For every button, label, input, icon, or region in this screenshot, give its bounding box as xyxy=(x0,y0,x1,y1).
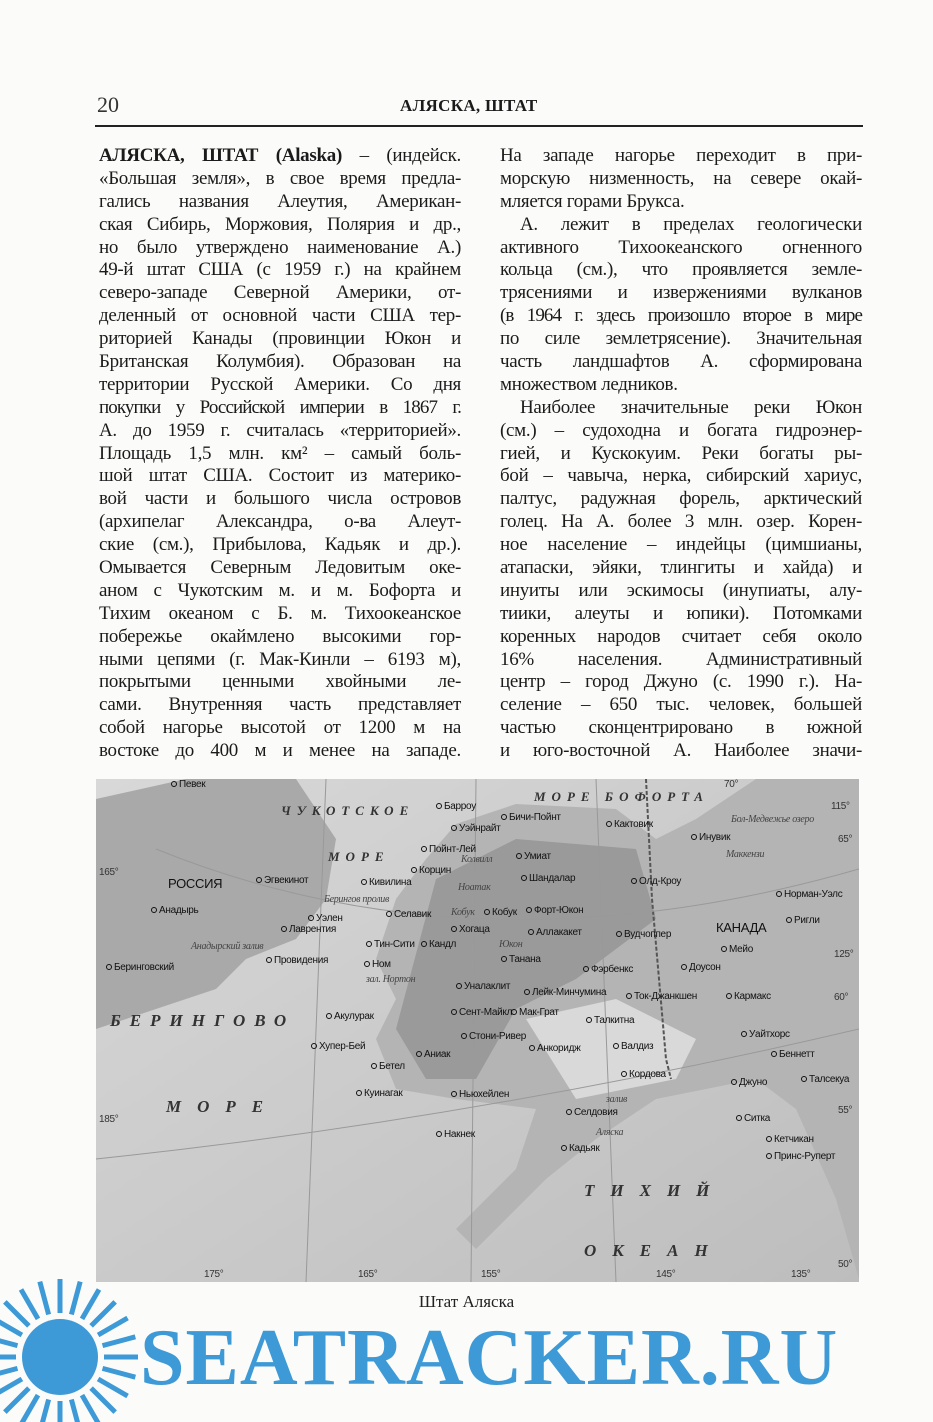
text-line: территории Русской Америки. Со дня xyxy=(99,373,461,395)
text-line: А. лежит в пределах геологически xyxy=(520,213,862,235)
map-label-degrees: 155° xyxy=(481,1269,501,1280)
text-line: мляется горами Брукса. xyxy=(500,190,685,212)
map-city-label: Джуно xyxy=(731,1077,767,1088)
sun-ray xyxy=(21,1395,38,1422)
map-city-label: Норман-Уэлс xyxy=(776,889,842,900)
map-city-label: Олд-Кроу xyxy=(631,876,681,887)
map-city-label: Кандл xyxy=(421,939,456,950)
map-label-seas: МОРЕ БОФОРТА xyxy=(534,789,709,804)
map-label-rivers: Юкон xyxy=(499,939,523,950)
map-city-label: Кобук xyxy=(484,907,517,918)
text-line: Британская Колумбия). Образован на xyxy=(99,351,461,373)
map-city-label: Акулурак xyxy=(326,1011,374,1022)
map-city-label: Форт-Юкон xyxy=(526,905,583,916)
text-line: шой штат США. Состоит из материко- xyxy=(99,465,461,487)
sun-ray xyxy=(103,1337,136,1346)
map-label-rivers: Колвилл xyxy=(461,854,493,865)
running-title: АЛЯСКА, ШТАТ xyxy=(400,96,538,115)
text-line: аном с Чукотским м. и м. Бофорта и xyxy=(99,579,461,601)
map-city-label: Ток-Джанкшен xyxy=(626,991,697,1002)
sun-ray xyxy=(40,1400,49,1422)
map-label-seas: ОКЕАН xyxy=(584,1241,724,1260)
map-city-label: Кактовик xyxy=(606,819,653,830)
text-line: северо-западе Северной Америки, от- xyxy=(99,282,461,304)
text-line: палтус, радужная форель, арктический xyxy=(500,488,862,510)
text-line: востоке до 400 м и менее на западе. xyxy=(99,740,461,762)
map-city-label: Кетчикан xyxy=(766,1134,814,1145)
map-city-label: Кармакс xyxy=(726,991,771,1002)
text-line: Омывается Северным Ледовитым оке- xyxy=(99,557,461,579)
map-city-label: Пойнт-Лей xyxy=(421,844,476,855)
text-line: 16% населения. Административный xyxy=(500,648,862,670)
text-line: центр – город Джуно (с. 1990 г.). На- xyxy=(500,671,862,693)
map-city-label: Умиат xyxy=(516,851,551,862)
text-line xyxy=(99,145,461,168)
text-line: Площадь 1,5 млн. км² – самый боль- xyxy=(99,442,461,464)
sun-ray xyxy=(5,1302,29,1326)
sun-ray xyxy=(5,1388,29,1412)
map-city-label: Аниак xyxy=(416,1049,450,1060)
text-line: гией, и Кускокуим. Реки богаты ры- xyxy=(500,442,862,464)
map-city-label: Анкоридж xyxy=(529,1043,581,1054)
map-city-label: Валдиз xyxy=(613,1041,653,1052)
map-city-label: Беннетт xyxy=(771,1049,814,1060)
map-city-label: Беринговский xyxy=(106,962,174,973)
text-line: деленный от основной части США тер- xyxy=(99,305,461,327)
text-line: собой нагорье высотой от 1200 м на xyxy=(99,717,461,739)
map-city-label: Певек xyxy=(171,779,205,790)
map-city-label: Мейо xyxy=(721,944,753,955)
text-line: покупки у Российской империи в 1867 г. xyxy=(99,396,461,418)
map-city-label: Мак-Грат xyxy=(511,1007,559,1018)
text-line: (см.) – судоходна и богата гидроэнер- xyxy=(500,419,862,441)
text-line: покрытыми ценными хвойными ле- xyxy=(99,671,461,693)
map-label-degrees: 65° xyxy=(838,834,853,845)
headword: АЛЯСКА, ШТАТ (Alaska) xyxy=(99,145,342,166)
sun-ray xyxy=(82,1289,99,1318)
map-city-label: Селавик xyxy=(386,909,431,920)
text-line: гались названия Алеутия, Американ- xyxy=(99,190,461,212)
text-line: множеством ледников. xyxy=(500,373,678,395)
map-city-label: Уналаклит xyxy=(456,981,510,992)
map-city-label: Талсекуа xyxy=(801,1074,849,1085)
map-city-label: Ригли xyxy=(786,915,820,926)
header-rule xyxy=(95,125,863,127)
text-line: «Большая земля», в свое время предла- xyxy=(99,167,461,189)
text-line: риторией Канады (провинции Юкон и xyxy=(99,328,461,350)
map-label-degrees: 70° xyxy=(724,779,739,790)
map-city-label: Хогаца xyxy=(451,924,490,935)
map-label-seas: МОРЕ xyxy=(328,849,390,864)
text-line: трясениями и извержениями вулканов xyxy=(500,282,862,304)
map-city-label: Хупер-Бей xyxy=(311,1041,365,1052)
map-label-degrees: 175° xyxy=(204,1269,224,1280)
map-city-label: Инувик xyxy=(691,832,730,843)
map-label-degrees: 125° xyxy=(834,949,854,960)
map-city-label: Ном xyxy=(364,959,391,970)
sun-ray xyxy=(91,1302,115,1326)
map-label-degrees: 145° xyxy=(656,1269,676,1280)
sun-ray xyxy=(40,1282,49,1315)
text-line: частью сконцентрировано в южной xyxy=(500,717,862,739)
text-line: морскую низменность, на севере окай- xyxy=(500,167,862,189)
map-city-label: Доусон xyxy=(681,962,721,973)
sun-ray xyxy=(0,1379,22,1396)
map-label-degrees: 185° xyxy=(99,1114,119,1125)
watermark-sun-logo xyxy=(0,1272,150,1422)
map-city-label: Талкитна xyxy=(586,1015,634,1026)
map-city-label: Вудчоппер xyxy=(616,929,671,940)
text-line: атапаски, эйяки, тлингиты и хайда) и xyxy=(500,557,862,579)
text-line: коренных народов считает себя около xyxy=(500,625,862,647)
map-label-rivers: Кобук xyxy=(451,907,475,918)
map-label-degrees: 55° xyxy=(838,1105,853,1116)
map-city-label: Бичи-Пойнт xyxy=(501,812,561,823)
text-line: но было утверждено наименование А.) xyxy=(99,236,461,258)
sun-ray xyxy=(0,1337,17,1346)
map-city-label: Уэйнрайт xyxy=(451,823,500,834)
map-city-label: Фэрбенкс xyxy=(583,964,633,975)
sun-ray xyxy=(71,1282,80,1315)
text-line: инуиты или эскимосы (инупиаты, алу- xyxy=(500,579,862,601)
map-label-seas: БЕРИНГОВО xyxy=(110,1011,296,1030)
map-city-label: Барроу xyxy=(436,801,476,812)
text-line: 49-й штат США (с 1959 г.) на крайнем xyxy=(99,259,461,281)
alaska-map xyxy=(96,779,859,1282)
text-line: Тихим океаном с Б. м. Тихоокеанское xyxy=(99,602,461,624)
map-city-label: Лаврентия xyxy=(281,924,336,935)
map-city-label: Куинагак xyxy=(356,1088,402,1099)
text-line: (в 1964 г. здесь произошло второе в мире xyxy=(500,305,862,327)
sun-ray xyxy=(21,1289,38,1318)
sun-ray xyxy=(91,1388,115,1412)
text-line: ными цепями (г. Мак-Кинли – 6193 м), xyxy=(99,648,461,670)
map-city-label: Провидения xyxy=(266,955,328,966)
text-line: ное население – индейцы (цимшианы, xyxy=(500,534,862,556)
map-city-label: Аллакакет xyxy=(528,927,582,938)
map-label-rivers: Маккензи xyxy=(726,849,765,860)
watermark: SEATRACKER.RU xyxy=(140,1314,839,1402)
text-line: ские (см.), Прибылова, Кадьяк и др.). xyxy=(99,534,461,556)
map-city-label: Корцин xyxy=(411,865,451,876)
map-city-label: Накнек xyxy=(436,1129,475,1140)
map-city-label: Уайтхорс xyxy=(741,1029,790,1040)
map-label-water: Бол-Медвежье озеро xyxy=(731,814,814,825)
map-city-label: Тин-Сити xyxy=(366,939,415,950)
text-line: часть ландшафтов А. сформирована xyxy=(500,351,862,373)
text-line: голец. На А. более 3 млн. озер. Корен- xyxy=(500,511,862,533)
headword-rest: – (индейск. xyxy=(341,145,462,166)
sun-ray xyxy=(98,1318,127,1335)
map-label-seas: МОРЕ xyxy=(166,1097,280,1116)
text-line: вой части и большого числа островов xyxy=(99,488,461,510)
sun-ray xyxy=(103,1368,136,1377)
text-line: сами. Внутренняя часть представляет xyxy=(99,694,461,716)
text-line: активного Тихоокеанского огненного xyxy=(500,236,862,258)
map-city-label: Стони-Ривер xyxy=(461,1031,526,1042)
text-line: тиики, алеуты и юпики). Потомками xyxy=(500,602,862,624)
map-label-degrees: 50° xyxy=(838,1259,853,1270)
text-line: и юго-восточной А. Наиболее значи- xyxy=(500,740,862,762)
map-city-label: Шандалар xyxy=(521,873,575,884)
map-label-countries: КАНАДА xyxy=(716,920,767,935)
text-line: бой – чавыча, нерка, сибирский хариус, xyxy=(500,465,862,487)
map-city-label: Селдовия xyxy=(566,1107,618,1118)
map-label-degrees: 115° xyxy=(831,801,850,812)
article-left-column xyxy=(99,145,461,763)
page-number: 20 xyxy=(97,92,119,117)
sun-ray xyxy=(0,1318,22,1335)
text-line: по силе землетрясение). Значительная xyxy=(500,328,862,350)
text-line: Наиболее значительные реки Юкон xyxy=(520,396,862,418)
map-label-seas: ТИХИЙ xyxy=(584,1181,726,1200)
text-line: побережье окаймлено высокими гор- xyxy=(99,625,461,647)
sun-ray xyxy=(98,1379,127,1396)
map-city-label: Бетел xyxy=(371,1061,405,1072)
map-label-degrees: 165° xyxy=(99,867,119,878)
map-caption: Штат Аляска xyxy=(418,1292,515,1311)
sun-ray xyxy=(82,1395,99,1422)
text-line: (архипелаг Александра, о-ва Алеут- xyxy=(99,511,461,533)
map-label-water: зал. Нортон xyxy=(366,974,416,985)
text-line: кольца (см.), что проявляется земле- xyxy=(500,259,862,281)
map-label-water: Аляска xyxy=(596,1127,624,1138)
map-label-seas: ЧУКОТСКОЕ xyxy=(281,803,415,818)
sun-ray xyxy=(71,1400,80,1422)
map-city-label: Лейк-Минчумина xyxy=(524,987,606,998)
map-label-water: Анадырский залив xyxy=(191,941,264,952)
sun-ray xyxy=(0,1368,17,1377)
map-label-degrees: 60° xyxy=(834,992,849,1003)
map-city-label: Уэлен xyxy=(308,913,343,924)
map-label-rivers: Ноатак xyxy=(458,882,491,893)
map-city-label: Принс-Руперт xyxy=(766,1151,835,1162)
text-line: А. до 1959 г. считалась «территорией». xyxy=(99,419,461,441)
map-city-label: Кордова xyxy=(621,1069,666,1080)
map-city-label: Кадьяк xyxy=(561,1143,599,1154)
text-line: ская Сибирь, Моржовия, Полярия и др., xyxy=(99,213,461,235)
text-line: На западе нагорье переходит в при- xyxy=(500,145,862,166)
map-city-label: Ситка xyxy=(736,1113,770,1124)
map-label-degrees: 165° xyxy=(358,1269,378,1280)
map-city-label: Анадырь xyxy=(151,905,198,916)
map-city-label: Сент-Майкл xyxy=(451,1007,512,1018)
map-label-degrees: 135° xyxy=(791,1269,811,1280)
map-label-water: Берингов пролив xyxy=(324,894,389,905)
map-city-label: Танана xyxy=(501,954,541,965)
map-label-countries: РОССИЯ xyxy=(168,876,223,891)
map-city-label: Эгвекинот xyxy=(256,875,308,886)
map-city-label: Кивилина xyxy=(361,877,411,888)
map-city-label: Ньюхейлен xyxy=(451,1089,509,1100)
article-right-column xyxy=(500,145,862,763)
text-line: селение – 650 тыс. человек, большей xyxy=(500,694,862,716)
map-label-water: залив xyxy=(606,1094,628,1105)
